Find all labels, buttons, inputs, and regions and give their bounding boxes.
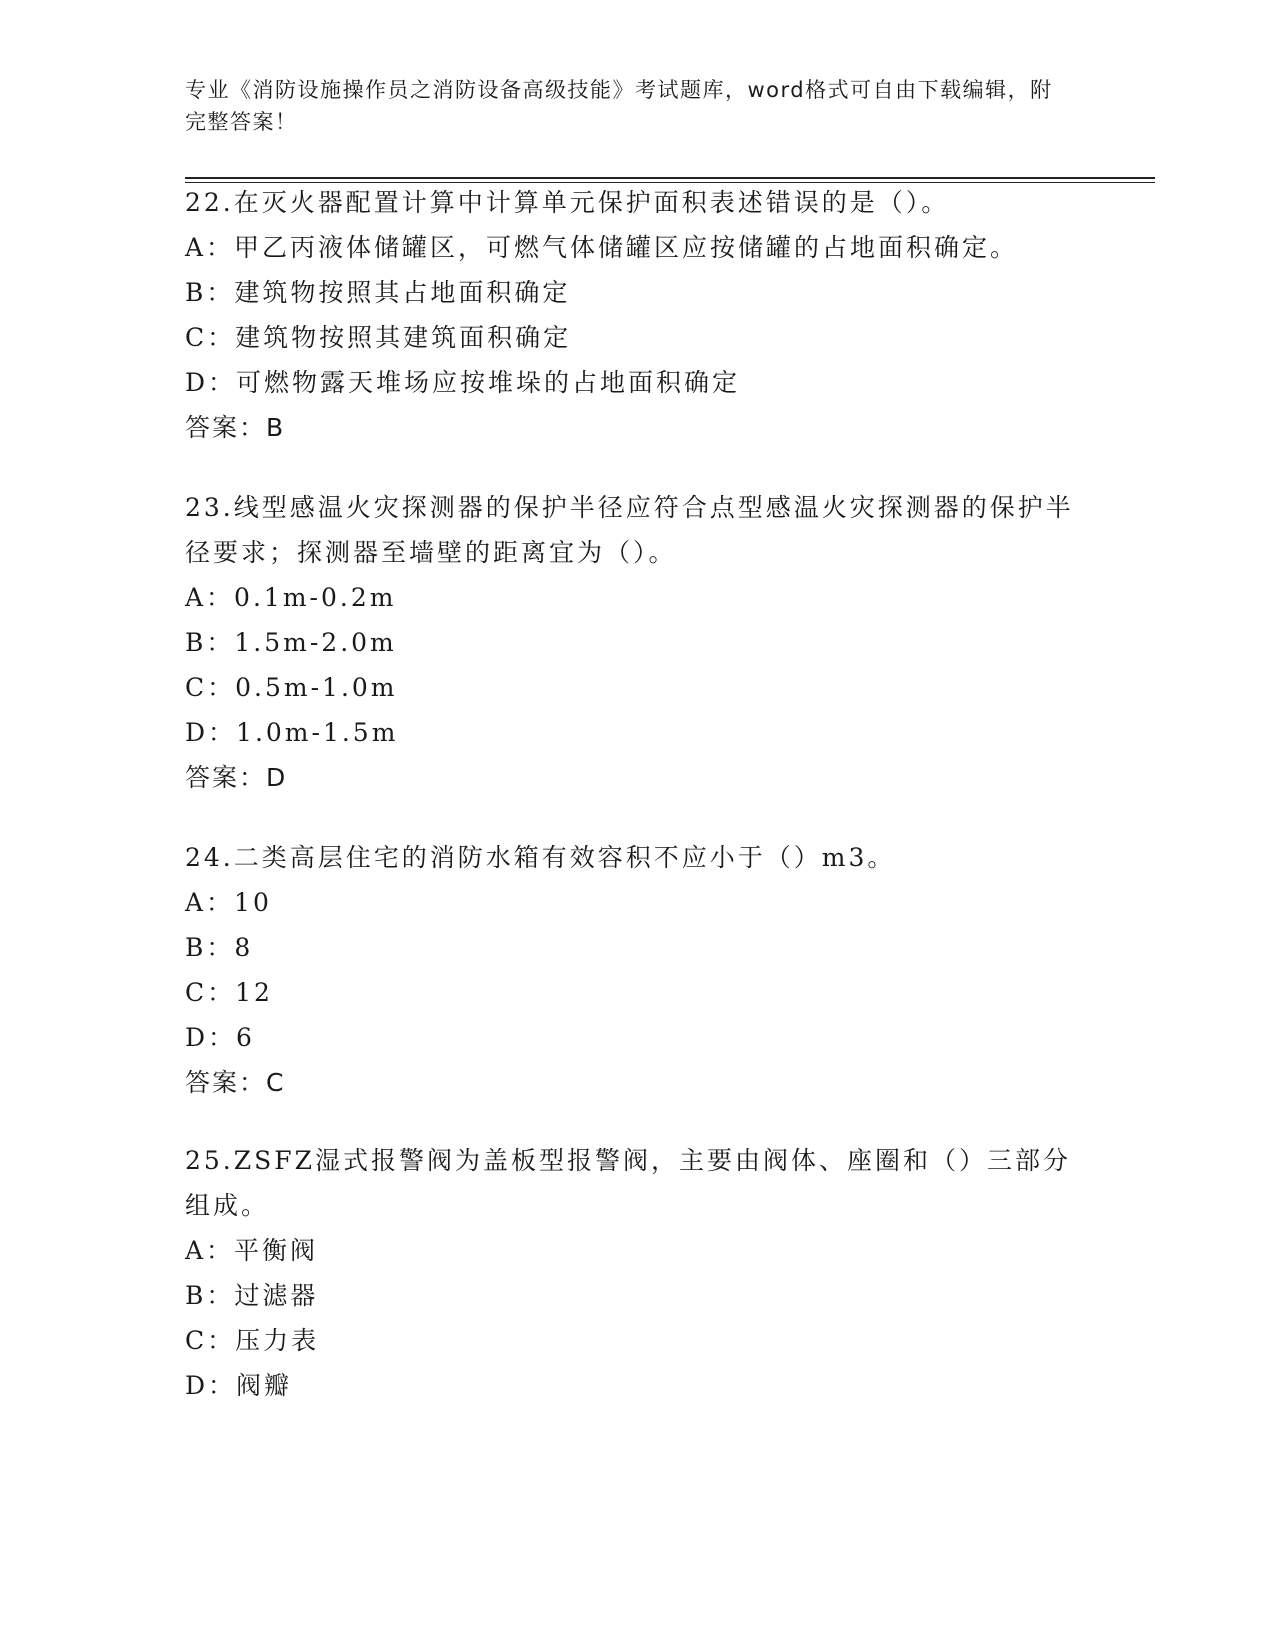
option-b: B：过滤器 [185,1281,319,1310]
option-d: D：6 [185,1023,255,1052]
option-b: B：1.5m-2.0m [185,628,397,657]
option-c: C：压力表 [185,1326,320,1355]
option-d: D：阀瓣 [185,1371,293,1400]
option-c: C：建筑物按照其建筑面积确定 [185,323,572,352]
option-a: A：0.1m-0.2m [185,583,397,612]
question-stem: 25.ZSFZ湿式报警阀为盖板型报警阀，主要由阀体、座圈和（）三部分组成。 [185,1146,1071,1220]
option-c: C：12 [185,978,273,1007]
question-25 [185,1138,1085,1408]
document-header: 专业《消防设施操作员之消防设备高级技能》考试题库，word格式可自由下载编辑，附完整答案！ [185,78,1053,134]
option-b: B：8 [185,933,254,962]
option-b: B：建筑物按照其占地面积确定 [185,278,571,307]
option-c: C：0.5m-1.0m [185,673,398,702]
option-d: D：1.0m-1.5m [185,718,399,747]
header-divider [185,177,1155,179]
answer: 答案：D [185,763,288,792]
option-a: A：10 [185,888,272,917]
question-stem: 23.线型感温火灾探测器的保护半径应符合点型感温火灾探测器的保护半径要求；探测器至墙壁的距离宜为（）。 [185,493,1074,567]
option-a: A：甲乙丙液体储罐区，可燃气体储罐区应按储罐的占地面积确定。 [185,233,1019,262]
question-22 [185,180,1085,450]
question-stem: 22.在灭火器配置计算中计算单元保护面积表述错误的是（）。 [185,188,950,217]
option-a: A：平衡阀 [185,1236,319,1265]
option-d: D：可燃物露天堆场应按堆垛的占地面积确定 [185,368,741,397]
answer: 答案：C [185,1068,286,1097]
answer: 答案：B [185,413,286,442]
question-stem: 24.二类高层住宅的消防水箱有效容积不应小于（）m3。 [185,843,896,872]
question-23 [185,485,1085,800]
question-24 [185,835,1085,1105]
